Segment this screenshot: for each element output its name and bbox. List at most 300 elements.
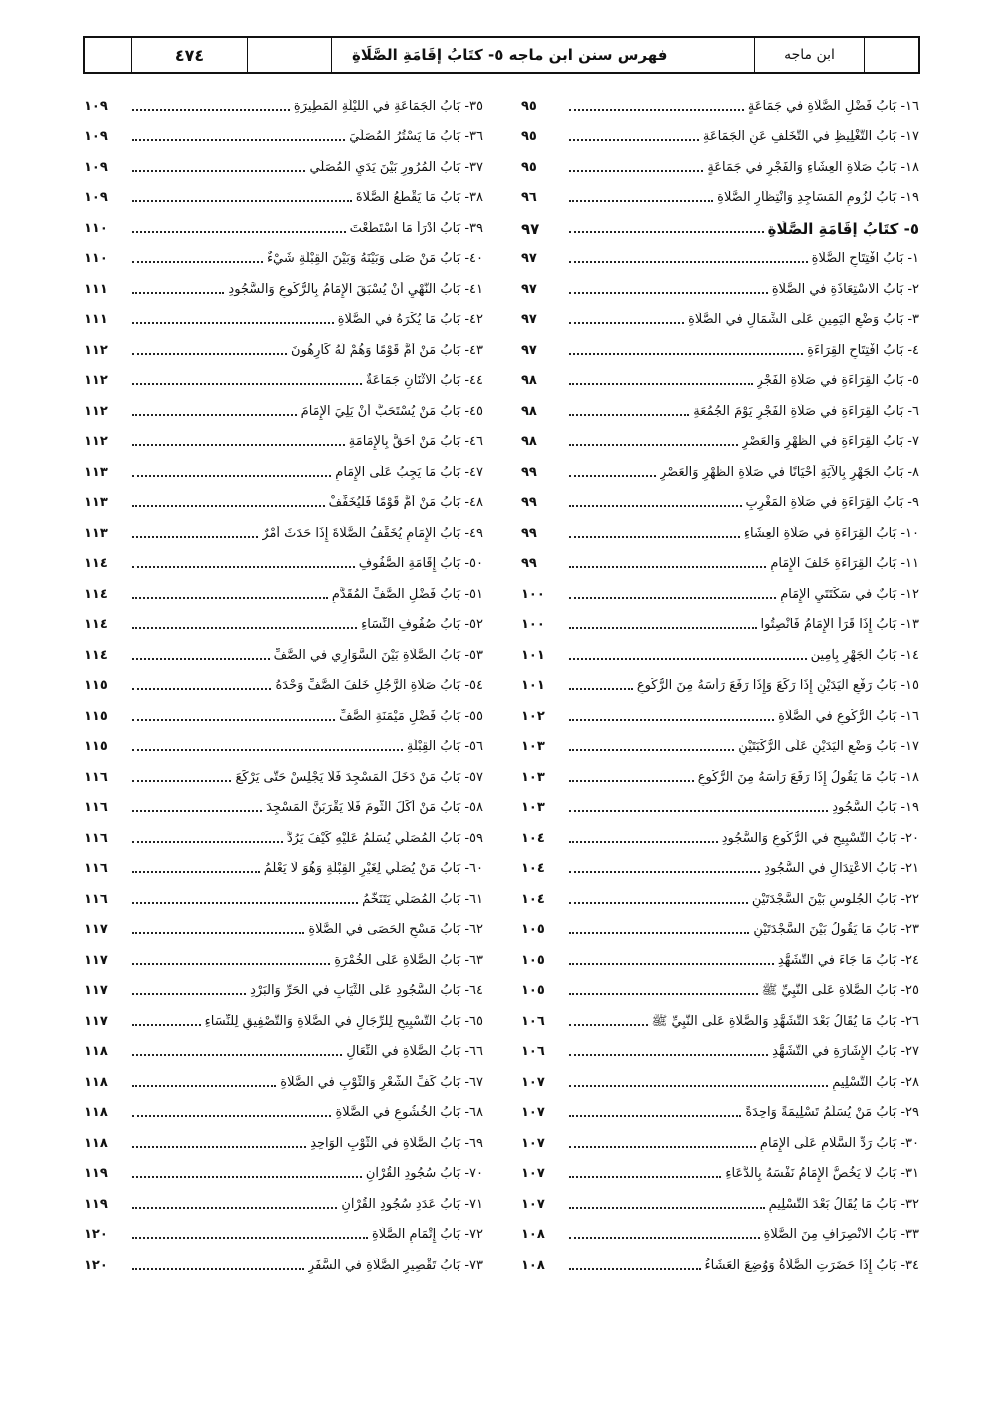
entry-page-number: ١١٨ bbox=[84, 1044, 108, 1059]
index-entry bbox=[521, 973, 919, 1004]
dot-leader bbox=[569, 993, 758, 995]
entry-title: ٥٦- بَابُ القِبْلَةِ bbox=[406, 739, 483, 754]
entry-page-number: ١٠٤ bbox=[521, 830, 545, 846]
index-entry bbox=[84, 1064, 483, 1095]
dot-leader bbox=[132, 932, 304, 934]
index-entry bbox=[84, 729, 483, 760]
entry-page-number: ١١٦ bbox=[84, 800, 108, 815]
dot-leader bbox=[132, 536, 258, 538]
dot-leader bbox=[132, 1054, 342, 1056]
entry-page-number: ٩٨ bbox=[521, 434, 537, 449]
index-entry bbox=[521, 1125, 919, 1156]
index-entry bbox=[521, 637, 919, 668]
entry-page-number: ٩٧ bbox=[521, 219, 540, 238]
index-entry bbox=[521, 576, 919, 607]
entry-page-number: ١١٦ bbox=[84, 861, 108, 876]
dot-leader bbox=[569, 261, 808, 263]
entry-page-number: ١٠٣ bbox=[521, 800, 545, 815]
entry-title: ٣٧- بَابُ المُرُورِ بَيْنَ يَدَيِ المُصَلِّي bbox=[309, 159, 483, 175]
entry-title: ٧٣- بَابُ تَقْصِيرِ الصَّلَاةِ في السَّفَرِ bbox=[307, 1257, 483, 1273]
entry-page-number: ١٠٦ bbox=[521, 1013, 545, 1029]
dot-leader bbox=[569, 322, 684, 324]
dot-leader bbox=[569, 139, 699, 141]
entry-page-number: ١١٧ bbox=[84, 952, 108, 968]
entry-title: ٣٩- بَابُ ادْرَأْ مَا اسْتَطَعْتَ bbox=[349, 220, 483, 236]
dot-leader bbox=[132, 444, 345, 446]
entry-page-number: ١٠٠ bbox=[521, 586, 545, 602]
dot-leader bbox=[132, 688, 271, 690]
entry-page-number: ١١٢ bbox=[84, 373, 108, 388]
entry-page-number: ١٠٧ bbox=[521, 1166, 545, 1181]
entry-page-number: ١٠٣ bbox=[521, 739, 545, 754]
entry-title: ٤٢- بَابُ مَا يُكْرَهُ في الصَّلَاةِ bbox=[337, 312, 483, 327]
index-entry bbox=[521, 1095, 919, 1126]
entry-page-number: ١١٤ bbox=[84, 617, 108, 632]
index-entry bbox=[521, 424, 919, 455]
index-entry bbox=[521, 1186, 919, 1217]
header-empty-cell-left bbox=[85, 38, 131, 72]
entry-title: ٢٦- بَابُ مَا يُقَالُ بَعْدَ التَّشَهُّدِ وَالصَّلَاةِ عَلَى النَّبِيِّ ﷺ bbox=[651, 1013, 919, 1029]
dot-leader bbox=[569, 170, 703, 172]
index-entry bbox=[84, 180, 483, 211]
dot-leader bbox=[569, 1237, 760, 1239]
index-entry bbox=[521, 393, 919, 424]
entry-title: ٦٨- بَابُ الخُشُوعِ في الصَّلَاةِ bbox=[335, 1105, 483, 1120]
entry-page-number: ١٠٧ bbox=[521, 1135, 545, 1151]
entry-page-number: ٩٨ bbox=[521, 373, 537, 388]
entry-title: ٢٧- بَابُ الإِشَارَةِ في التَّشَهُّدِ bbox=[772, 1044, 919, 1059]
index-entry bbox=[521, 1034, 919, 1065]
entry-page-number: ١١٣ bbox=[84, 464, 108, 480]
dot-leader bbox=[132, 322, 334, 324]
entry-page-number: ١١٤ bbox=[84, 647, 108, 663]
entry-page-number: ١١٥ bbox=[84, 708, 108, 724]
dot-leader bbox=[569, 475, 656, 477]
dot-leader bbox=[569, 688, 633, 690]
entry-title: ٧٠- بَابُ سُجُودِ القُرْآنِ bbox=[365, 1166, 483, 1181]
dot-leader bbox=[569, 627, 757, 629]
dot-leader bbox=[132, 475, 331, 477]
dot-leader bbox=[569, 963, 774, 965]
index-entry bbox=[84, 241, 483, 272]
entry-page-number: ٩٩ bbox=[521, 556, 537, 571]
index-entry bbox=[84, 698, 483, 729]
index-column-left bbox=[84, 88, 483, 1278]
index-entry bbox=[84, 454, 483, 485]
entry-page-number: ١٠٤ bbox=[521, 891, 545, 907]
entry-title: ٨- بَابُ الجَهْرِ بِالآيَةِ أَحْيَانًا في صَلَاةِ الظُّهْرِ وَالعَصْرِ bbox=[660, 464, 919, 480]
entry-title: ٤- بَابُ افْتِتَاحِ القِرَاءَةِ bbox=[807, 342, 919, 358]
dot-leader bbox=[132, 627, 357, 629]
entry-title: ٣١- بَابُ لَا يَخُصُّ الإِمَامُ نَفْسَهُ بِالدُّعَاءِ bbox=[725, 1166, 919, 1181]
entry-page-number: ١١٥ bbox=[84, 678, 108, 693]
entry-title: ٦٢- بَابُ مَسْحِ الحَصَى في الصَّلَاةِ bbox=[308, 922, 483, 937]
entry-page-number: ١٠٥ bbox=[521, 952, 545, 968]
entry-title: ١٧- بَابُ وَضْعِ اليَدَيْنِ عَلَى الرُّكْبَتَيْنِ bbox=[738, 739, 919, 754]
entry-page-number: ١٠٧ bbox=[521, 1196, 545, 1212]
dot-leader bbox=[132, 871, 260, 873]
index-entry bbox=[521, 515, 919, 546]
dot-leader bbox=[132, 963, 330, 965]
entry-title: ٥- بَابُ القِرَاءَةِ في صَلَاةِ الفَجْرِ bbox=[756, 373, 919, 388]
dot-leader bbox=[569, 1207, 765, 1209]
entry-page-number: ١٠١ bbox=[521, 647, 545, 663]
entry-page-number: ٩٧ bbox=[521, 251, 537, 266]
dot-leader bbox=[569, 1054, 768, 1056]
dot-leader bbox=[132, 1237, 368, 1239]
entry-title: ٤١- بَابُ النَّهْيِ أَنْ يُسْبَقَ الإِمَامُ بِالرُّكُوعِ وَالسُّجُودِ bbox=[228, 281, 483, 297]
index-entry bbox=[84, 332, 483, 363]
index-entry bbox=[521, 607, 919, 638]
index-entry bbox=[521, 180, 919, 211]
dot-leader bbox=[132, 780, 231, 782]
entry-page-number: ١٠٧ bbox=[521, 1105, 545, 1120]
entry-page-number: ١١٦ bbox=[84, 891, 108, 907]
dot-leader bbox=[132, 505, 325, 507]
dot-leader bbox=[569, 1176, 721, 1178]
entry-page-number: ١١٦ bbox=[84, 769, 108, 785]
entry-title: ١- بَابُ افْتِتَاحِ الصَّلَاةِ bbox=[811, 251, 919, 266]
index-entry bbox=[84, 149, 483, 180]
dot-leader bbox=[569, 383, 753, 385]
entry-page-number: ١٠٧ bbox=[521, 1074, 545, 1090]
dot-leader bbox=[132, 749, 403, 751]
dot-leader bbox=[569, 1024, 648, 1026]
entry-title: ٣٤- بَابُ إِذَا حَضَرَتِ الصَّلَاةُ وَوُضِعَ العَشَاءُ bbox=[704, 1257, 919, 1273]
entry-title: ٣٥- بَابُ الجَمَاعَةِ في اللَّيْلَةِ المَطِيرَةِ bbox=[293, 98, 483, 114]
entry-title: ٦٧- بَابُ كَفِّ الشَّعْرِ وَالثَّوْبِ في الصَّلَاةِ bbox=[280, 1074, 483, 1090]
entry-page-number: ٩٧ bbox=[521, 281, 537, 297]
dot-leader bbox=[132, 1176, 362, 1178]
entry-page-number: ١٠٦ bbox=[521, 1044, 545, 1059]
dot-leader bbox=[569, 810, 828, 812]
dot-leader bbox=[569, 1146, 756, 1148]
header-book-name: ابن ماجه bbox=[754, 38, 864, 72]
entry-title: ٢- بَابُ الاسْتِعَاذَةِ في الصَّلَاةِ bbox=[771, 281, 919, 297]
entry-page-number: ١١٥ bbox=[84, 739, 108, 754]
index-entry bbox=[521, 912, 919, 943]
index-entry bbox=[84, 1156, 483, 1187]
entry-title: ٥٣- بَابُ الصَّلَاةِ بَيْنَ السَّوَارِي في الصَّفِّ bbox=[273, 647, 483, 663]
entry-title: ٧- بَابُ القِرَاءَةِ في الظُّهْرِ وَالعَصْرِ bbox=[741, 434, 919, 449]
entry-title: ٢٠- بَابُ التَّسْبِيحِ في الرُّكُوعِ وَالسُّجُودِ bbox=[721, 830, 919, 846]
entry-title: ١١- بَابُ القِرَاءَةِ خَلْفَ الإِمَامِ bbox=[770, 556, 919, 571]
entry-title: ٥٢- بَابُ صُفُوفِ النِّسَاءِ bbox=[361, 617, 483, 632]
index-entry bbox=[84, 424, 483, 455]
index-entry bbox=[84, 271, 483, 302]
entry-title: ١٠- بَابُ القِرَاءَةِ في صَلَاةِ العِشَاءِ bbox=[743, 525, 919, 541]
index-entry bbox=[521, 1156, 919, 1187]
entry-page-number: ١١٩ bbox=[84, 1196, 108, 1212]
dot-leader bbox=[132, 200, 352, 202]
dot-leader bbox=[132, 353, 287, 355]
dot-leader bbox=[569, 566, 766, 568]
index-entry bbox=[84, 912, 483, 943]
index-entry bbox=[521, 668, 919, 699]
index-entry bbox=[521, 790, 919, 821]
entry-page-number: ١٠٩ bbox=[84, 129, 108, 144]
index-entry bbox=[521, 1247, 919, 1278]
entry-page-number: ١١٨ bbox=[84, 1105, 108, 1120]
index-entry bbox=[84, 88, 483, 119]
entry-title: ٥٩- بَابُ المُصَلِّي يُسَلَّمُ عَلَيْهِ كَيْفَ يَرُدُّ bbox=[286, 830, 483, 846]
index-entry bbox=[84, 790, 483, 821]
index-entry bbox=[84, 210, 483, 241]
dot-leader bbox=[569, 841, 718, 843]
dot-leader bbox=[569, 597, 776, 599]
entry-title: ١٦- بَابُ فَضْلِ الصَّلَاةِ في جَمَاعَةٍ bbox=[747, 98, 919, 114]
dot-leader bbox=[132, 1085, 276, 1087]
entry-title: ٥٤- بَابُ صَلَاةِ الرَّجُلِ خَلْفَ الصَّفِّ وَحْدَهُ bbox=[275, 678, 483, 693]
index-entry bbox=[84, 942, 483, 973]
entry-page-number: ١١٠ bbox=[84, 220, 108, 236]
dot-leader bbox=[132, 597, 328, 599]
entry-page-number: ٩٩ bbox=[521, 525, 537, 541]
entry-title: ٢٥- بَابُ الصَّلَاةِ عَلَى النَّبِيِّ ﷺ bbox=[761, 983, 919, 998]
entry-page-number: ١٠٨ bbox=[521, 1257, 545, 1273]
dot-leader bbox=[569, 353, 803, 355]
entry-title: ١٣- بَابُ إِذَا قَرَأَ الإِمَامُ فَأَنْصِتُوا bbox=[760, 617, 919, 632]
index-entry bbox=[521, 942, 919, 973]
index-entry bbox=[84, 668, 483, 699]
entry-page-number: ١٠٢ bbox=[521, 708, 545, 724]
dot-leader bbox=[569, 444, 738, 446]
index-entry bbox=[84, 820, 483, 851]
index-entry bbox=[521, 759, 919, 790]
entry-title: ٦١- بَابُ المُصَلِّي يَتَنَخَّمُ bbox=[362, 891, 483, 907]
index-entry bbox=[84, 851, 483, 882]
dot-leader bbox=[132, 810, 262, 812]
index-entry bbox=[521, 546, 919, 577]
index-entry bbox=[84, 119, 483, 150]
index-entry bbox=[84, 607, 483, 638]
entry-title: ٢١- بَابُ الاعْتِدَالِ في السُّجُودِ bbox=[764, 861, 919, 876]
entry-page-number: ١١٢ bbox=[84, 434, 108, 449]
entry-title: ٥٠- بَابُ إِقَامَةِ الصُّفُوفِ bbox=[358, 556, 483, 571]
entry-title: ٣٣- بَابُ الانْصِرَافِ مِنَ الصَّلَاةِ bbox=[763, 1227, 919, 1242]
entry-title: ٦٩- بَابُ الصَّلَاةِ في الثَّوْبِ الوَاحِدِ bbox=[310, 1135, 483, 1151]
entry-title: ١٢- بَابٌ في سَكْتَتَيِ الإِمَامِ bbox=[780, 586, 919, 602]
header-empty-cell-right bbox=[864, 38, 918, 72]
index-entry bbox=[521, 241, 919, 272]
index-entry bbox=[84, 1186, 483, 1217]
entry-page-number: ١١٢ bbox=[84, 342, 108, 358]
dot-leader bbox=[132, 1146, 306, 1148]
index-entry bbox=[84, 759, 483, 790]
header-empty-cell-middle bbox=[247, 38, 331, 72]
entry-title: ٣- بَابُ وَضْعِ اليَمِينِ عَلَى الشِّمَالِ في الصَّلَاةِ bbox=[688, 312, 919, 327]
page-number: ٤٧٤ bbox=[131, 38, 247, 72]
entry-page-number: ٩٧ bbox=[521, 342, 537, 358]
entry-page-number: ١٠٥ bbox=[521, 983, 545, 998]
dot-leader bbox=[132, 1268, 304, 1270]
dot-leader bbox=[569, 414, 689, 416]
dot-leader bbox=[569, 780, 694, 782]
entry-title: ٣٦- بَابُ مَا يَسْتُرُ المُصَلِّيَ bbox=[349, 129, 483, 144]
entry-title: ٣٢- بَابُ مَا يُقَالُ بَعْدَ التَّسْلِيمِ bbox=[768, 1196, 919, 1212]
page-header bbox=[83, 36, 920, 74]
dot-leader bbox=[569, 932, 749, 934]
entry-title: ٦- بَابُ القِرَاءَةِ في صَلَاةِ الفَجْرِ يَوْمَ الجُمُعَةِ bbox=[693, 403, 919, 419]
index-entry bbox=[521, 851, 919, 882]
entry-page-number: ١١٩ bbox=[84, 1166, 108, 1181]
index-entry bbox=[521, 149, 919, 180]
entry-page-number: ١٢٠ bbox=[84, 1227, 108, 1242]
index-entry bbox=[84, 393, 483, 424]
index-entry bbox=[521, 820, 919, 851]
entry-page-number: ١١٤ bbox=[84, 556, 108, 571]
entry-page-number: ١٠٠ bbox=[521, 617, 545, 632]
entry-page-number: ١١٣ bbox=[84, 525, 108, 541]
entry-page-number: ١١٨ bbox=[84, 1074, 108, 1090]
index-entry bbox=[84, 1095, 483, 1126]
entry-title: ٤٧- بَابُ مَا يَجِبُ عَلَى الإِمَامِ bbox=[335, 464, 483, 480]
index-entry bbox=[84, 1125, 483, 1156]
entry-title: ٦٣- بَابُ الصَّلَاةِ عَلَى الخُمْرَةِ bbox=[334, 952, 483, 968]
entry-page-number: ١١١ bbox=[84, 312, 108, 327]
index-entry bbox=[84, 637, 483, 668]
entry-page-number: ١١٨ bbox=[84, 1135, 108, 1151]
index-entry bbox=[84, 1034, 483, 1065]
entry-title: ٦٦- بَابُ الصَّلَاةِ في النِّعَالِ bbox=[346, 1044, 483, 1059]
dot-leader bbox=[132, 902, 358, 904]
entry-title: ١٩- بَابُ لُزُومِ المَسَاجِدِ وَانْتِظَارِ الصَّلَاةِ bbox=[717, 190, 919, 205]
entry-title: ٤٨- بَابُ مَنْ أَمَّ قَوْمًا فَلْيُخَفِّفْ bbox=[328, 495, 483, 510]
entry-page-number: ١٠٣ bbox=[521, 769, 545, 785]
dot-leader bbox=[569, 536, 740, 538]
entry-page-number: ٩٧ bbox=[521, 312, 537, 327]
entry-page-number: ١٠٩ bbox=[84, 98, 108, 114]
index-entry bbox=[84, 1217, 483, 1248]
entry-page-number: ١٠٨ bbox=[521, 1227, 545, 1242]
entry-title: ١٩- بَابُ السُّجُودِ bbox=[832, 800, 919, 815]
index-entry bbox=[521, 332, 919, 363]
entry-page-number: ١٢٠ bbox=[84, 1257, 108, 1273]
index-column-right bbox=[521, 88, 919, 1278]
entry-title: ٤٠- بَابُ مَنْ صَلَّى وَبَيْنَهُ وَبَيْنَ القِبْلَةِ شَيْءٌ bbox=[266, 251, 483, 266]
entry-title: ٢٨- بَابُ التَّسْلِيمِ bbox=[832, 1074, 919, 1090]
entry-title: ٥١- بَابُ فَضْلِ الصَّفِّ المُقَدَّمِ bbox=[331, 586, 483, 602]
index-entry bbox=[521, 88, 919, 119]
entry-page-number: ١١٤ bbox=[84, 586, 108, 602]
entry-page-number: ١٠٥ bbox=[521, 922, 545, 937]
index-entry bbox=[84, 1003, 483, 1034]
index-entry bbox=[521, 119, 919, 150]
entry-page-number: ١١٧ bbox=[84, 922, 108, 937]
entry-page-number: ٩٩ bbox=[521, 464, 537, 480]
dot-leader bbox=[569, 902, 748, 904]
entry-page-number: ٩٨ bbox=[521, 403, 537, 419]
dot-leader bbox=[569, 658, 807, 660]
index-entry bbox=[84, 546, 483, 577]
entry-page-number: ١١٧ bbox=[84, 983, 108, 998]
index-entry bbox=[521, 363, 919, 394]
entry-title: ١٨- بَابُ صَلَاةِ العِشَاءِ وَالفَجْرِ في جَمَاعَةٍ bbox=[707, 159, 919, 175]
dot-leader bbox=[569, 292, 768, 294]
entry-page-number: ٩٥ bbox=[521, 159, 537, 175]
index-entry bbox=[521, 698, 919, 729]
dot-leader bbox=[132, 170, 305, 172]
entry-page-number: ١١٧ bbox=[84, 1013, 108, 1029]
index-entry bbox=[521, 271, 919, 302]
entry-title: ١٥- بَابُ رَفْعِ اليَدَيْنِ إِذَا رَكَعَ وَإِذَا رَفَعَ رَأْسَهُ مِنَ الرُّكُوعِ bbox=[636, 678, 919, 693]
header-title: فهرس سنن ابن ماجه ٥- كتَابُ إقَامَةِ الصَّلَاةِ bbox=[331, 38, 754, 72]
dot-leader bbox=[569, 749, 734, 751]
entry-page-number: ١٠١ bbox=[521, 678, 545, 693]
index-entry bbox=[84, 973, 483, 1004]
dot-leader bbox=[132, 1024, 201, 1026]
entry-title: ٤٥- بَابُ مَنْ يُسْتَحَبُّ أَنْ يَلِيَ الإِمَامَ bbox=[300, 403, 483, 419]
entry-title: ٢٤- بَابُ مَا جَاءَ في التَّشَهُّدِ bbox=[777, 952, 919, 968]
entry-title: ٦٤- بَابُ السُّجُودِ عَلَى الثِّيَابِ في الحَرِّ وَالبَرْدِ bbox=[250, 983, 483, 998]
dot-leader bbox=[132, 139, 345, 141]
dot-leader bbox=[569, 109, 744, 111]
entry-title: ٧٢- بَابُ إِتْمَامِ الصَّلَاةِ bbox=[371, 1227, 483, 1242]
entry-page-number: ١٠٤ bbox=[521, 861, 545, 876]
dot-leader bbox=[569, 231, 764, 233]
index-entry bbox=[84, 302, 483, 333]
dot-leader bbox=[132, 383, 362, 385]
entry-page-number: ٩٦ bbox=[521, 190, 537, 205]
entry-title: ٦٥- بَابُ التَّسْبِيحِ لِلرِّجَالِ في الصَّلَاةِ وَالتَّصْفِيقِ لِلنِّسَاءِ bbox=[204, 1013, 483, 1029]
index-entry bbox=[521, 302, 919, 333]
entry-title: ٤٣- بَابُ مَنْ أَمَّ قَوْمًا وَهُمْ لَهُ كَارِهُونَ bbox=[290, 342, 483, 358]
dot-leader bbox=[132, 719, 335, 721]
dot-leader bbox=[132, 109, 290, 111]
entry-page-number: ١٠٩ bbox=[84, 159, 108, 175]
entry-page-number: ١١٢ bbox=[84, 403, 108, 419]
index-entry bbox=[521, 881, 919, 912]
index-entry bbox=[84, 576, 483, 607]
dot-leader bbox=[569, 719, 774, 721]
dot-leader bbox=[569, 200, 713, 202]
entry-title: ٤٤- بَابُ الاثْنَانِ جَمَاعَةٌ bbox=[365, 373, 483, 388]
entry-title: ١٧- بَابُ التَّغْلِيظِ في التَّخَلُّفِ عَنِ الجَمَاعَةِ bbox=[702, 129, 919, 144]
entry-page-number: ١١٦ bbox=[84, 830, 108, 846]
dot-leader bbox=[569, 871, 760, 873]
entry-page-number: ١١٠ bbox=[84, 251, 108, 266]
entry-title: ٧١- بَابُ عَدَدِ سُجُودِ القُرْآنِ bbox=[341, 1196, 483, 1212]
entry-title: ١٤- بَابُ الجَهْرِ بِآمِين bbox=[810, 647, 919, 663]
entry-title: ٥- كتَابُ إقَامَةِ الصَّلَاةِ bbox=[767, 220, 919, 237]
dot-leader bbox=[132, 841, 283, 843]
entry-title: ١٨- بَابُ مَا يَقُولُ إِذَا رَفَعَ رَأْسَهُ مِنَ الرُّكُوعِ bbox=[697, 769, 919, 785]
dot-leader bbox=[132, 993, 246, 995]
entry-page-number: ١٠٩ bbox=[84, 190, 108, 205]
dot-leader bbox=[569, 1115, 741, 1117]
dot-leader bbox=[569, 1268, 701, 1270]
dot-leader bbox=[132, 261, 263, 263]
entry-title: ٣٠- بَابُ رَدِّ السَّلَامِ عَلَى الإِمَامِ bbox=[759, 1135, 919, 1151]
dot-leader bbox=[132, 1115, 331, 1117]
entry-title: ١٦- بَابُ الرُّكُوعِ في الصَّلَاةِ bbox=[778, 708, 919, 724]
index-entry bbox=[84, 485, 483, 516]
dot-leader bbox=[132, 1207, 337, 1209]
dot-leader bbox=[132, 566, 355, 568]
entry-title: ٢٩- بَابُ مَنْ يُسَلِّمُ تَسْلِيمَةً وَاحِدَةً bbox=[745, 1105, 919, 1120]
entry-title: ٦٠- بَابُ مَنْ يُصَلِّي لِغَيْرِ القِبْلَةِ وَهُوَ لَا يَعْلَمُ bbox=[263, 861, 483, 876]
entry-title: ٤٦- بَابُ مَنْ أَحَقُّ بِالإِمَامَةِ bbox=[348, 434, 483, 449]
entry-title: ٣٨- بَابُ مَا يَقْطَعُ الصَّلَاةَ bbox=[355, 190, 483, 205]
index-entry bbox=[521, 485, 919, 516]
entry-title: ٤٩- بَابُ الإِمَامِ يُخَفِّفُ الصَّلَاةَ إِذَا حَدَثَ أَمْرٌ bbox=[262, 525, 483, 541]
index-entry bbox=[84, 515, 483, 546]
entry-page-number: ٩٥ bbox=[521, 98, 537, 114]
entry-page-number: ١١١ bbox=[84, 281, 108, 297]
entry-title: ٢٢- بَابُ الجُلُوسِ بَيْنَ السَّجْدَتَيْنِ bbox=[751, 891, 919, 907]
dot-leader bbox=[569, 505, 742, 507]
entry-title: ٥٧- بَابُ مَنْ دَخَلَ المَسْجِدَ فَلَا يَجْلِسْ حَتَّى يَرْكَعَ bbox=[235, 769, 483, 785]
